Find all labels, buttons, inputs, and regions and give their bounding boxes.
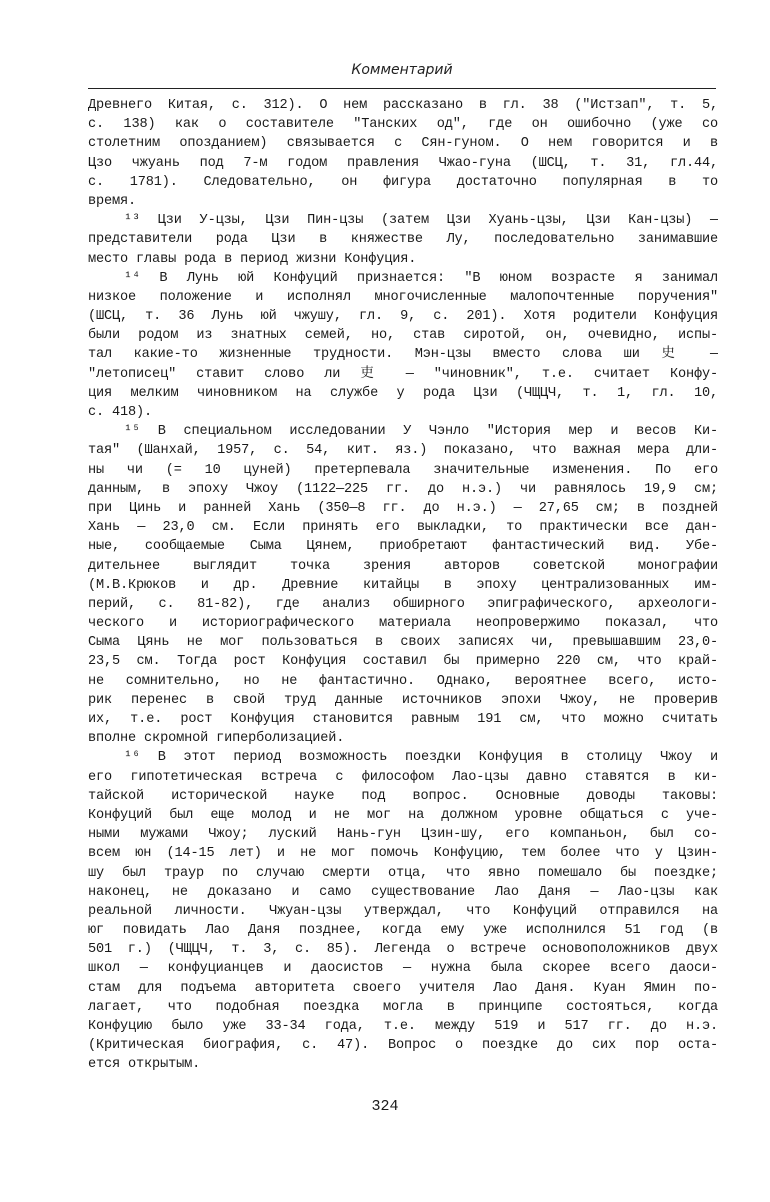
text-line: не сомнительно, но не фантастично. Однако, вероятнее всего, исто- — [88, 673, 718, 689]
text-line: (ШСЦ, т. 36 Лунь юй чжушу, гл. 9, с. 201). Хотя родители Конфуция — [88, 309, 718, 325]
text-line: место главы рода в период жизни Конфуция. — [88, 251, 417, 267]
text-line: Конфуций был еще молод и не мог на должном уровне общаться с уче- — [88, 807, 718, 823]
text-line: данным, в эпоху Чжоу (1122—225 гг. до н.э.) чи равнялось 19,9 см; — [88, 481, 718, 497]
text-line: шу был траур по случаю смерти отца, что явно помешало бы поездке; — [88, 865, 718, 881]
text-line: стам для подъема авторитета своего учителя Лао Даня. Куан Ямин по- — [88, 980, 718, 996]
text-line: время. — [88, 193, 137, 209]
text-line: 23,5 см. Тогда рост Конфуция составил бы примерно 220 см, что край- — [88, 654, 718, 670]
text-line: Конфуцию было уже 33-34 года, т.е. между 519 и 517 гг. до н.э. — [88, 1019, 718, 1034]
text-line: с. 138) как о составителе "Танских од", где он ошибочно (уже со — [88, 117, 718, 133]
commentary-body — [88, 96, 718, 1075]
text-line: ные, сообщаемые Сыма Цянем, приобретают фантастический вид. Убе- — [88, 539, 718, 555]
text-line: при Цинь и ранней Хань (350—8 гг. до н.э.) — 27,65 см; в поздней — [88, 500, 718, 516]
text-line: рик перенес в свой труд данные источников эпохи Чжоу, не проверив — [88, 692, 718, 708]
text-line: столетним опозданием) связывается с Сян-гуном. О нем говорится и в — [88, 136, 718, 152]
text-line: ны чи (= 10 цуней) претерпевала значительные изменения. По его — [88, 462, 718, 478]
text-line: низкое положение и исполнял многочисленные малопочтенные поручения" — [88, 289, 718, 305]
text-line: 501 г.) (ЧЩЦЧ, т. 3, с. 85). Легенда о встрече основоположников двух — [88, 942, 718, 958]
text-line: ¹⁴ В Лунь юй Конфуций признается: "В юном возрасте я занимал — [124, 270, 718, 286]
text-line: (Критическая биография, с. 47). Вопрос о поездке до сих пор оста- — [88, 1038, 718, 1054]
text-line: дительнее выглядит точка зрения авторов советской монографии — [88, 558, 718, 574]
text-line: лагает, что подобная поездка могла в принципе состояться, когда — [88, 999, 718, 1015]
text-line: его гипотетическая встреча с философом Лао-цзы давно ставятся в ки- — [88, 769, 718, 785]
text-line: "летописец" ставит слово ли 吏 — "чиновник", т.е. считает Конфу- — [88, 366, 718, 382]
text-line: тал какие-то жизненные трудности. Мэн-цзы вместо слова ши 史 — — [88, 347, 718, 363]
header-rule — [88, 88, 716, 89]
text-line: ется открытым. — [88, 1057, 201, 1073]
running-header: Комментарий — [351, 62, 453, 78]
text-line: ¹³ Цзи У-цзы, Цзи Пин-цзы (затем Цзи Хуань-цзы, Цзи Кан-цзы) — — [124, 213, 718, 229]
text-line: реальной личности. Чжуан-цзы утверждал, что Конфуций отправился на — [88, 903, 718, 919]
text-line: Древнего Китая, с. 312). О нем рассказано в гл. 38 ("Истзап", т. 5, — [88, 98, 718, 113]
text-line: представители рода Цзи в княжестве Лу, последовательно занимавшие — [88, 232, 718, 248]
text-line: тая" (Шанхай, 1957, с. 54, кит. яз.) показано, что важная мера дли- — [88, 443, 718, 459]
text-line: Цзо чжуань под 7-м годом правления Чжао-гуна (ШСЦ, т. 31, гл.44, — [88, 155, 718, 171]
text-line: всем юн (14-15 лет) и не мог помочь Конфуцию, тем более что у Цзин- — [88, 846, 718, 862]
text-line: ческого и историографического материала неопровержимо показал, что — [88, 616, 718, 632]
text-line: юг повидать Лао Даня позднее, когда ему уже исполнился 51 год (в — [88, 923, 718, 939]
text-line: с. 1781). Следовательно, он фигура достаточно популярная в то — [88, 174, 718, 190]
text-line: были родом из знатных семей, но, став сиротой, он, очевидно, испы- — [88, 328, 718, 344]
text-line: перий, с. 81-82), где анализ обширного эпиграфического, археологи- — [88, 596, 718, 612]
text-line: (М.В.Крюков и др. Древние китайцы в эпоху централизованных им- — [88, 577, 718, 593]
text-line: школ — конфуцианцев и даосистов — нужна была скорее всего даоси- — [88, 961, 718, 977]
text-line: Хань — 23,0 см. Если принять его выкладки, то практически все дан- — [88, 520, 718, 536]
text-line: ция мелким чиновником на службе у рода Цзи (ЧЩЦЧ, т. 1, гл. 10, — [88, 385, 718, 401]
text-line: ными мужами Чжоу; луский Нань-гун Цзин-шу, его компаньон, был со- — [88, 827, 718, 843]
page-number: 324 — [371, 1098, 399, 1115]
text-line: Сыма Цянь не мог пользоваться в своих записях чи, превышавшим 23,0- — [88, 635, 718, 651]
text-line: их, т.е. рост Конфуция становится равным 191 см, что можно считать — [88, 712, 718, 727]
text-line: ¹⁶ В этот период возможность поездки Конфуция в столицу Чжоу и — [124, 750, 718, 766]
text-line: вполне скромной гиперболизацией. — [88, 731, 345, 747]
text-line: наконец, не доказано и само существование Лао Даня — Лао-цзы как — [88, 884, 718, 900]
text-line: ¹⁵ В специальном исследовании У Чэнло "История мер и весов Ки- — [124, 424, 718, 440]
text-line: тайской исторической науке под вопрос. Основные доводы таковы: — [88, 788, 718, 804]
text-line: с. 418). — [88, 405, 153, 420]
